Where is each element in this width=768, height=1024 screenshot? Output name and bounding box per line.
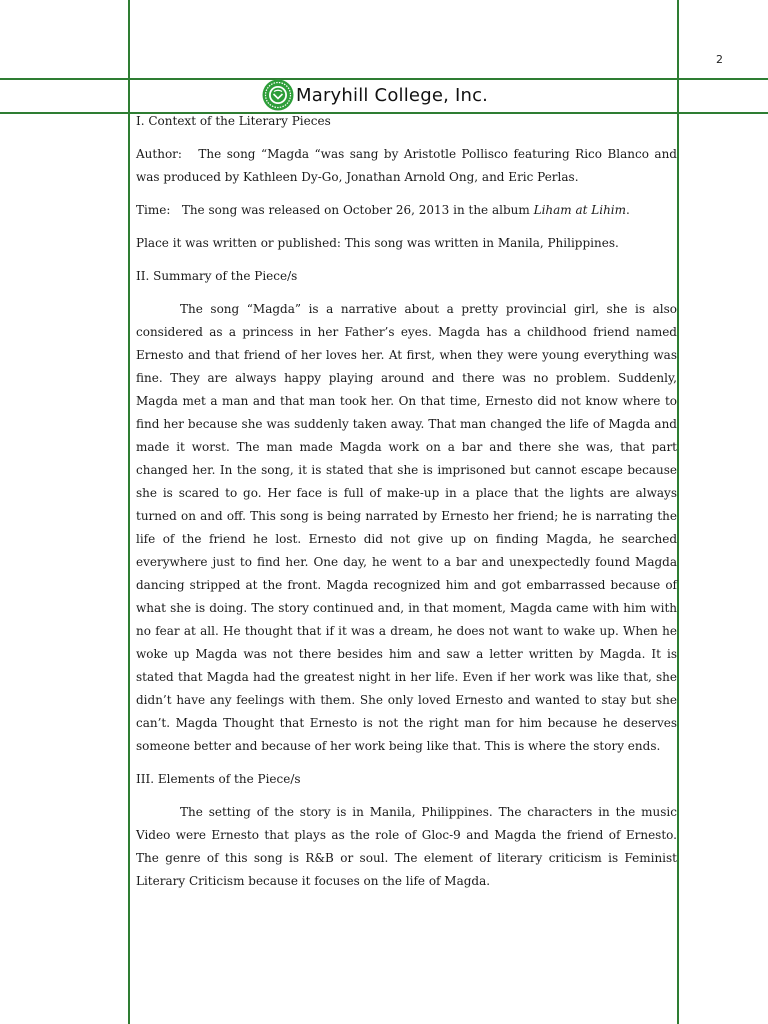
- section-heading-elements: III. Elements of the Piece/s: [136, 772, 301, 786]
- right-margin-line: [677, 0, 679, 1024]
- time-label: Time:: [136, 203, 171, 217]
- college-seal-icon: [262, 79, 294, 111]
- page-number: 2: [716, 53, 723, 66]
- time-paragraph: Time: The song was released on October 26, 2013 in the album Liham at Lihim.: [136, 203, 630, 217]
- author-text: The song “Magda “was sang by Aristotle Pollisco featuring Rico Blanco and was produced by Kathleen Dy-Go, Jonathan Arnold Ong, and Eric Perlas.: [136, 147, 677, 184]
- section-heading-context: I. Context of the Literary Pieces: [136, 114, 331, 128]
- author-paragraph: [136, 143, 677, 189]
- section-heading-summary: II. Summary of the Piece/s: [136, 269, 298, 283]
- summary-paragraph: The song “Magda” is a narrative about a pretty provincial girl, she is also considered as a princess in her Father’s eyes. Magda has a childhood friend named Ernesto and that friend of her loves her. At first, when they were young everything was fine. They are always happy playing around and there was no problem. Suddenly, Magda met a man and that man took her. On that time, Ernesto did not know where to find her because she was suddenly taken away. That man changed the life of Magda and made it worst. The man made Magda work on a bar and there she was, that part changed her. In the song, it is stated that she is imprisoned but cannot escape because she is scared to go. Her face is full of make-up in a place that the lights are always turned on and off. This song is being narrated by Ernesto her friend; he is narrating the life of the friend he lost. Ernesto did not give up on finding Magda, he searched everywhere just to find her. One day, he went to a bar and unexpectedly found Magda dancing stripped at the front. Magda recognized him and got embarrassed because of what she is doing. The story continued and, in that moment, Magda came with him with no fear at all. He thought that if it was a dream, he does not want to wake up. When he woke up Magda was not there besides him and saw a letter written by Magda. It is stated that Magda had the greatest night in her life. Even if her work was like that, she didn’t have any feelings with them. She only loved Ernesto and wanted to stay but she can’t. Magda Thought that Ernesto is not the right man for him because he deserves someone better and because of her work being like that. This is where the story ends.: [136, 302, 677, 753]
- elements-paragraph: The setting of the story is in Manila, Philippines. The characters in the music Video were Ernesto that plays as the role of Gloc-9 and Magda the friend of Ernesto. The genre of this song is R&B or soul. The element of literary criticism is Feminist Literary Criticism because it focuses on the life of Magda.: [136, 805, 677, 888]
- page-header: [262, 78, 488, 112]
- time-text: The song was released on October 26, 2013 in the album: [181, 203, 530, 217]
- place-paragraph: Place it was written or published: This song was written in Manila, Philippines.: [136, 236, 619, 250]
- college-name: Maryhill College, Inc.: [296, 84, 489, 106]
- left-margin-line: [128, 0, 130, 1024]
- document-body: [136, 110, 677, 903]
- author-label: Author:: [136, 147, 182, 161]
- album-title: Liham at Lihim: [533, 203, 627, 217]
